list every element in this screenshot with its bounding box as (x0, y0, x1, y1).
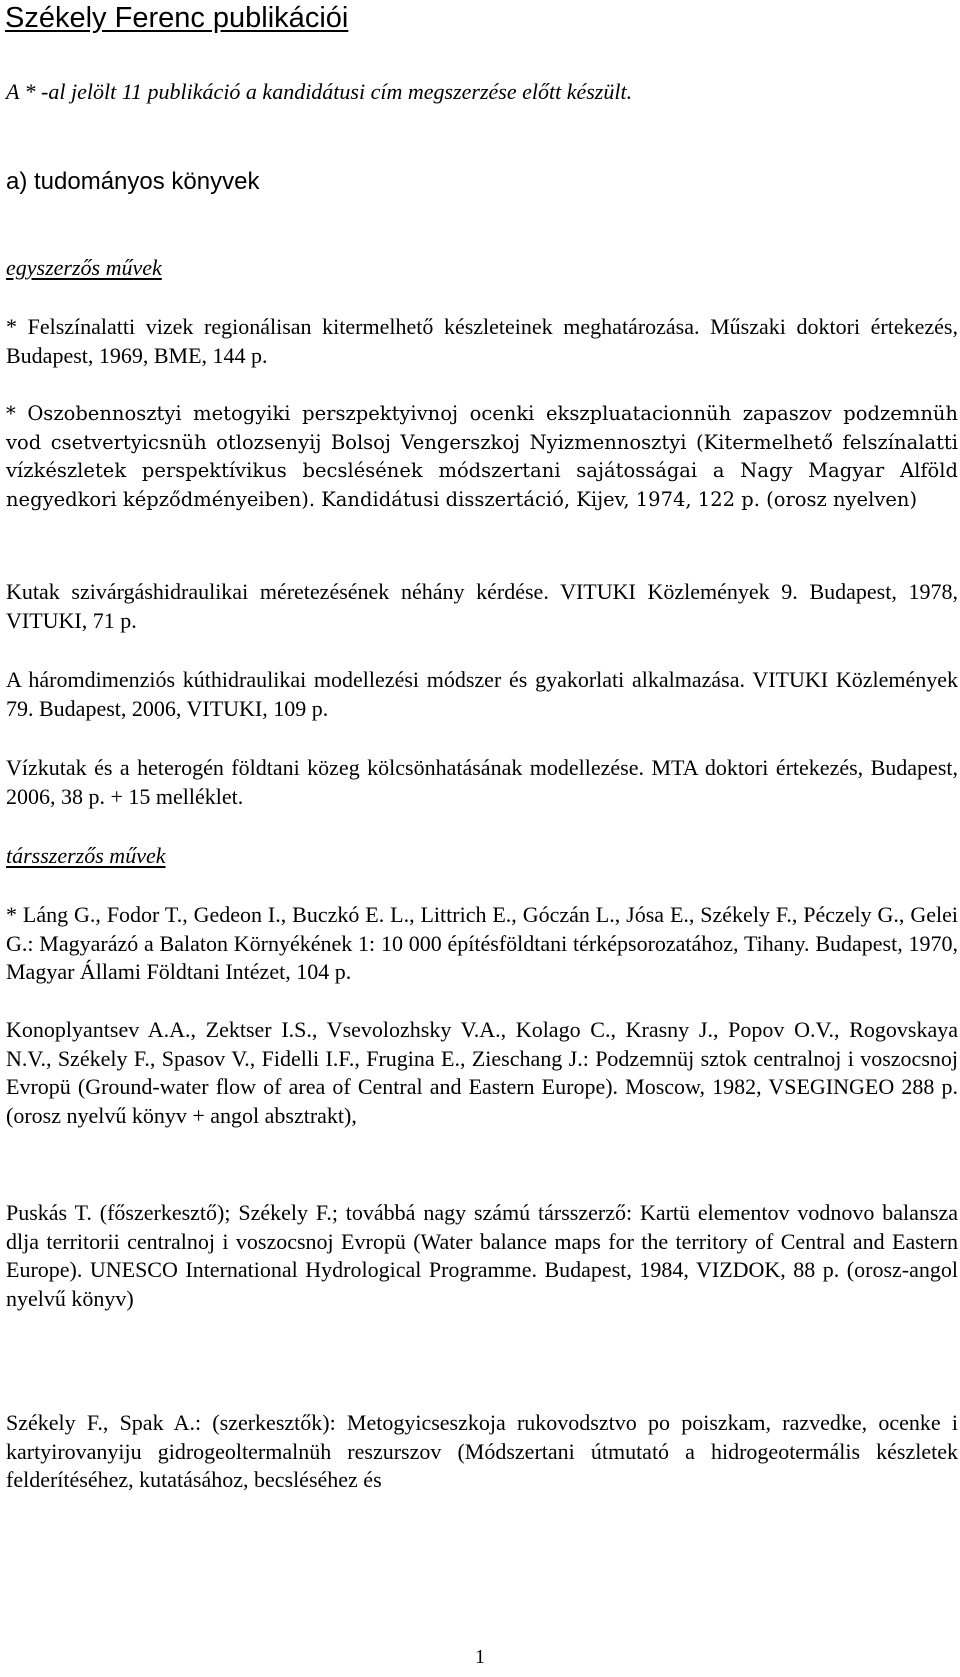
publication-entry: Konoplyantsev A.A., Zektser I.S., Vsevolozhsky V.A., Kolago C., Krasny J., Popov O.V., Rogovskaya N.V., Székely F., Spasov V., Fidelli I.F., Frugina E., Zieschang J.: Podzemnüj sztok centralnoj i voszocsnoj Evropü (Ground-water flow of area of Central and Eastern Europe). Moscow, 1982, VSEGINGEO 288 p. (orosz nyelvű könyv + angol absztrakt), (6, 1017, 958, 1128)
section-heading: a) tudományos könyvek (6, 168, 260, 195)
page-number: 1 (475, 1646, 485, 1668)
publication-entry: * Láng G., Fodor T., Gedeon I., Buczkó E. L., Littrich E., Góczán L., Jósa E., Székely F., Péczely G., Gelei G.: Magyarázó a Balaton Környékének 1: 10 000 építésföldtani térképsorozatához, Tihany. Budapest, 1970, Magyar Állami Földtani Intézet, 104 p. (6, 902, 958, 985)
publication-entry: * Oszobennosztyi metogyiki perszpektyivnoj ocenki ekszpluatacionnüh zapaszov podzemnüh vod csetvertyicsnüh otlozsenyij Bolsoj Vengerszkoj Nyizmennosztyi (Kitermelhető felszínalatti vízkészletek perspektívikus becslésének módszertani sajátosságai a Nagy Magyar Alföld negyedkori képződményeiben). Kandidátusi disszertáció, Kijev, 1974, 122 p. (orosz nyelven) (6, 402, 958, 511)
publication-entry: * Felszínalatti vizek regionálisan kitermelhető készleteinek meghatározása. Műszaki doktori értekezés, Budapest, 1969, BME, 144 p. (6, 314, 958, 368)
intro-note: A * -al jelölt 11 publikáció a kandidátusi cím megszerzése előtt készült. (6, 79, 633, 104)
publication-entry: Kutak szivárgáshidraulikai méretezésének néhány kérdése. VITUKI Közlemények 9. Budapest, 1978, VITUKI, 71 p. (6, 579, 958, 633)
page-title: Székely Ferenc publikációi (5, 2, 349, 34)
publication-entry: Székely F., Spak A.: (szerkesztők): Metogyicseszkoja rukovodsztvo po poiszkam, razvedke, ocenke i kartyirovanyiju gidrogeoltermalnüh reszurszov (Módszertani útmutató a hidrogeotermális készletek felderítéséhez, kutatásához, becsléséhez és (6, 1410, 958, 1493)
publication-entry: A háromdimenziós kúthidraulikai modellezési módszer és gyakorlati alkalmazása. VITUKI Közlemények 79. Budapest, 2006, VITUKI, 109 p. (6, 667, 958, 721)
subheading-single-author: egyszerzős művek (6, 255, 162, 280)
publication-entry: Puskás T. (főszerkesztő); Székely F.; továbbá nagy számú társszerző: Kartü elementov vodnovo balansza dlja territorii centralnoj i voszocsnoj Evropü (Water balance maps for the territory of Central and Eastern Europe). UNESCO International Hydrological Programme. Budapest, 1984, VIZDOK, 88 p. (orosz-angol nyelvű könyv) (6, 1200, 958, 1311)
publication-entry: Vízkutak és a heterogén földtani közeg kölcsönhatásának modellezése. MTA doktori értekezés, Budapest, 2006, 38 p. + 15 melléklet. (6, 755, 958, 809)
subheading-coauthored: társszerzős művek (6, 843, 166, 868)
